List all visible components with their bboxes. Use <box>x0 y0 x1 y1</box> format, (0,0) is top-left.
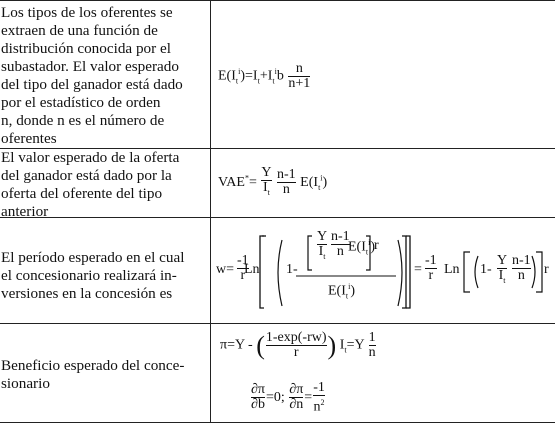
row-4-description: Beneficio esperado del conce- sionario <box>1 357 185 392</box>
row-2-description: El valor esperado de la oferta del ganador está dado por la oferta del oferente del tipo anterior <box>1 149 180 220</box>
row-3-description: El período esperado en el cual el concesionario realizará in- versiones en la concesión es <box>1 249 185 302</box>
table-border-top <box>0 0 555 1</box>
row-4-formula-profit: π=Y - ( $\frac{1-\exp(-rw)}{r}$ ) $I_t=Y$ $\frac{1}{n}$ <box>220 330 376 360</box>
row-4-formula-derivatives: $\frac{\partial\pi}{\partial b}$ =0; $\frac{\partial\pi}{\partial n}$ = $\frac{-1}{n^2}$ <box>251 380 325 415</box>
row-1-formula: $E(I_t^i)=I_t+I_t^ib$ $\frac{n}{n+1}$ <box>218 61 311 91</box>
column-divider <box>210 0 211 423</box>
row-2-formula: VAE*= $\frac{Y}{I_t}$ $\frac{n-1}{n}$ $E(I_t^i)$ <box>218 166 327 200</box>
row-1-description: Los tipos de los oferentes se extraen de una función de distribución conocida por el subastador. El valor esperado del tipo del ganador está dado por el estadístico de orden n, donde n es el número de oferentes <box>1 4 183 147</box>
row-divider-3 <box>0 323 555 324</box>
